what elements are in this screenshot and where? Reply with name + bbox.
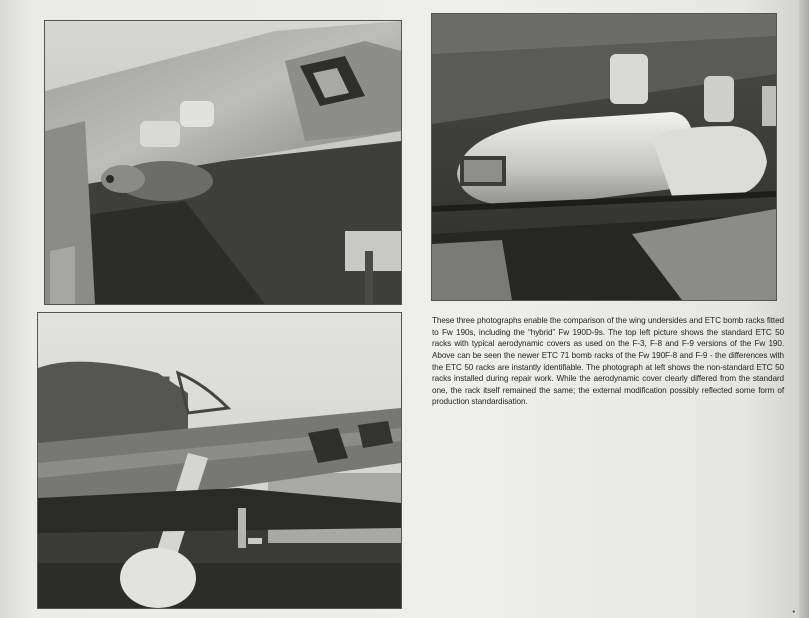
page-mark: • [792, 609, 795, 616]
photo-caption: These three photographs enable the comparison of the wing undersides and ETC bomb racks fitted to Fw 190s, including the “hybrid” Fw 190D-9s. The top left picture shows the standard ETC 50 racks with typical aerodynamic covers as used on the F-3, F-8 and F-9 versions of the Fw 190. Above can be seen the newer ETC 71 bomb racks of the Fw 190F-8 and F-9 - the differences with the ETC 50 racks are instantly identifiable. The photograph at left shows the non-standard ETC 50 racks installed during repair work. While the aerodynamic cover clearly differed from the standard one, the rack itself remained the same; the external modification possibly reflected some form of production standardisation. [432, 316, 784, 407]
page-edge-shadow [799, 0, 809, 618]
aircraft-photo [38, 313, 401, 608]
wing-underside-photo [45, 21, 401, 304]
photo-nonstandard-etc50 [38, 313, 401, 608]
photo-etc71-racks [432, 14, 776, 300]
photo-etc50-racks [45, 21, 401, 304]
bomb-racks-photo [432, 14, 776, 300]
